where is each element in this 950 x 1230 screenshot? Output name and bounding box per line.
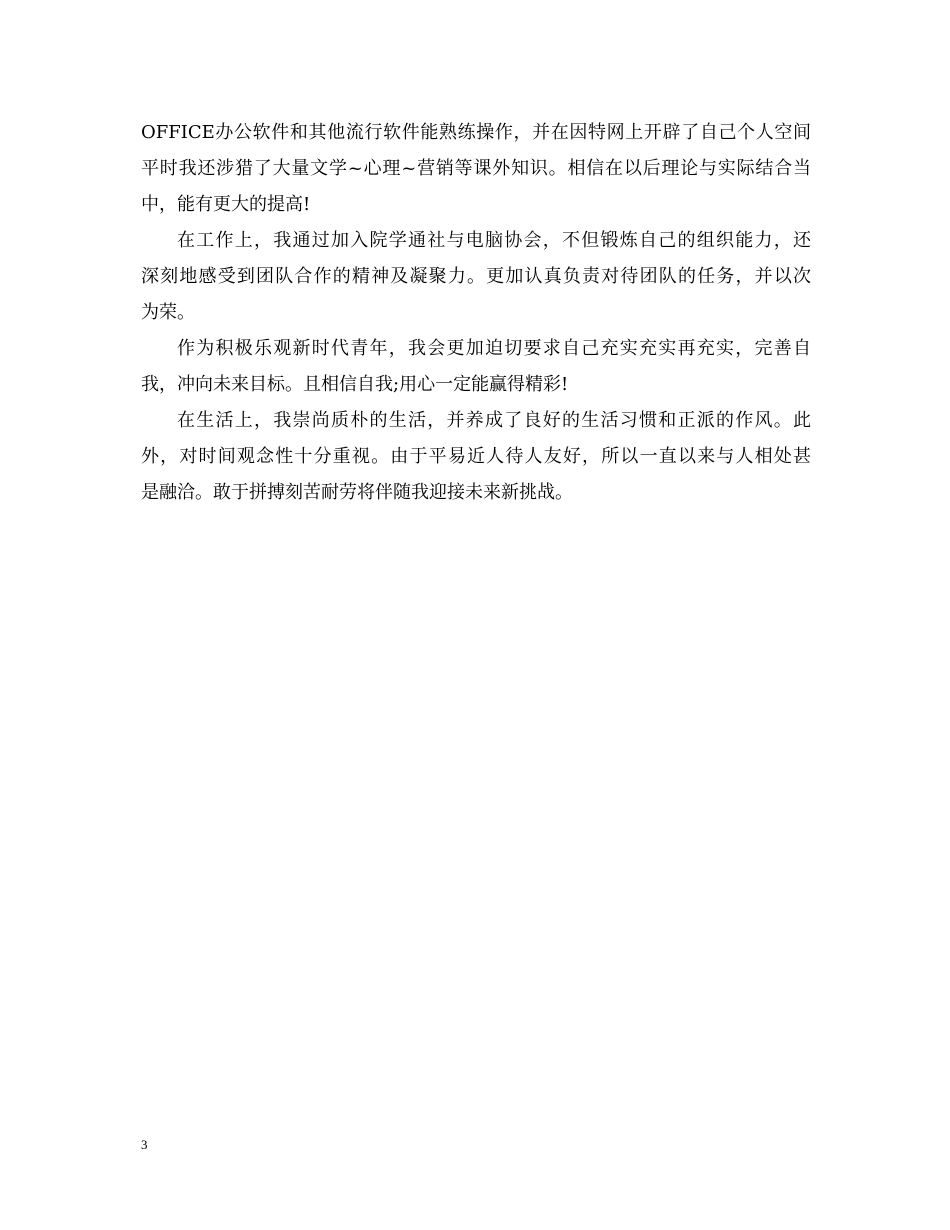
text-line: 深刻地感受到团队合作的精神及凝聚力。更加认真负责对待团队的任务，并以次 <box>141 266 811 287</box>
text-line: 在生活上，我崇尚质朴的生活，并养成了良好的生活习惯和正派的作风。此 <box>177 410 811 431</box>
text-line: OFFICE办公软件和其他流行软件能熟练操作，并在因特网上开辟了自己个人空间 <box>141 122 811 143</box>
text-line: 平时我还涉猎了大量文学~心理~营销等课外知识。相信在以后理论与实际结合当 <box>141 158 811 179</box>
body-text <box>141 115 811 511</box>
page-number: 3 <box>141 1137 148 1152</box>
text-line: 为荣。 <box>141 302 195 323</box>
text-line: 在工作上，我通过加入院学通社与电脑协会，不但锻炼自己的组织能力，还 <box>177 230 811 251</box>
text-line: 我，冲向未来目标。且相信自我;用心一定能赢得精彩! <box>141 374 569 395</box>
text-line: 作为积极乐观新时代青年，我会更加迫切要求自己充实充实再充实，完善自 <box>177 338 811 359</box>
text-line: 是融洽。敢于拼搏刻苦耐劳将伴随我迎接未来新挑战。 <box>141 482 573 503</box>
text-line: 中，能有更大的提高! <box>141 194 311 215</box>
text-line: 外，对时间观念性十分重视。由于平易近人待人友好，所以一直以来与人相处甚 <box>141 446 811 467</box>
